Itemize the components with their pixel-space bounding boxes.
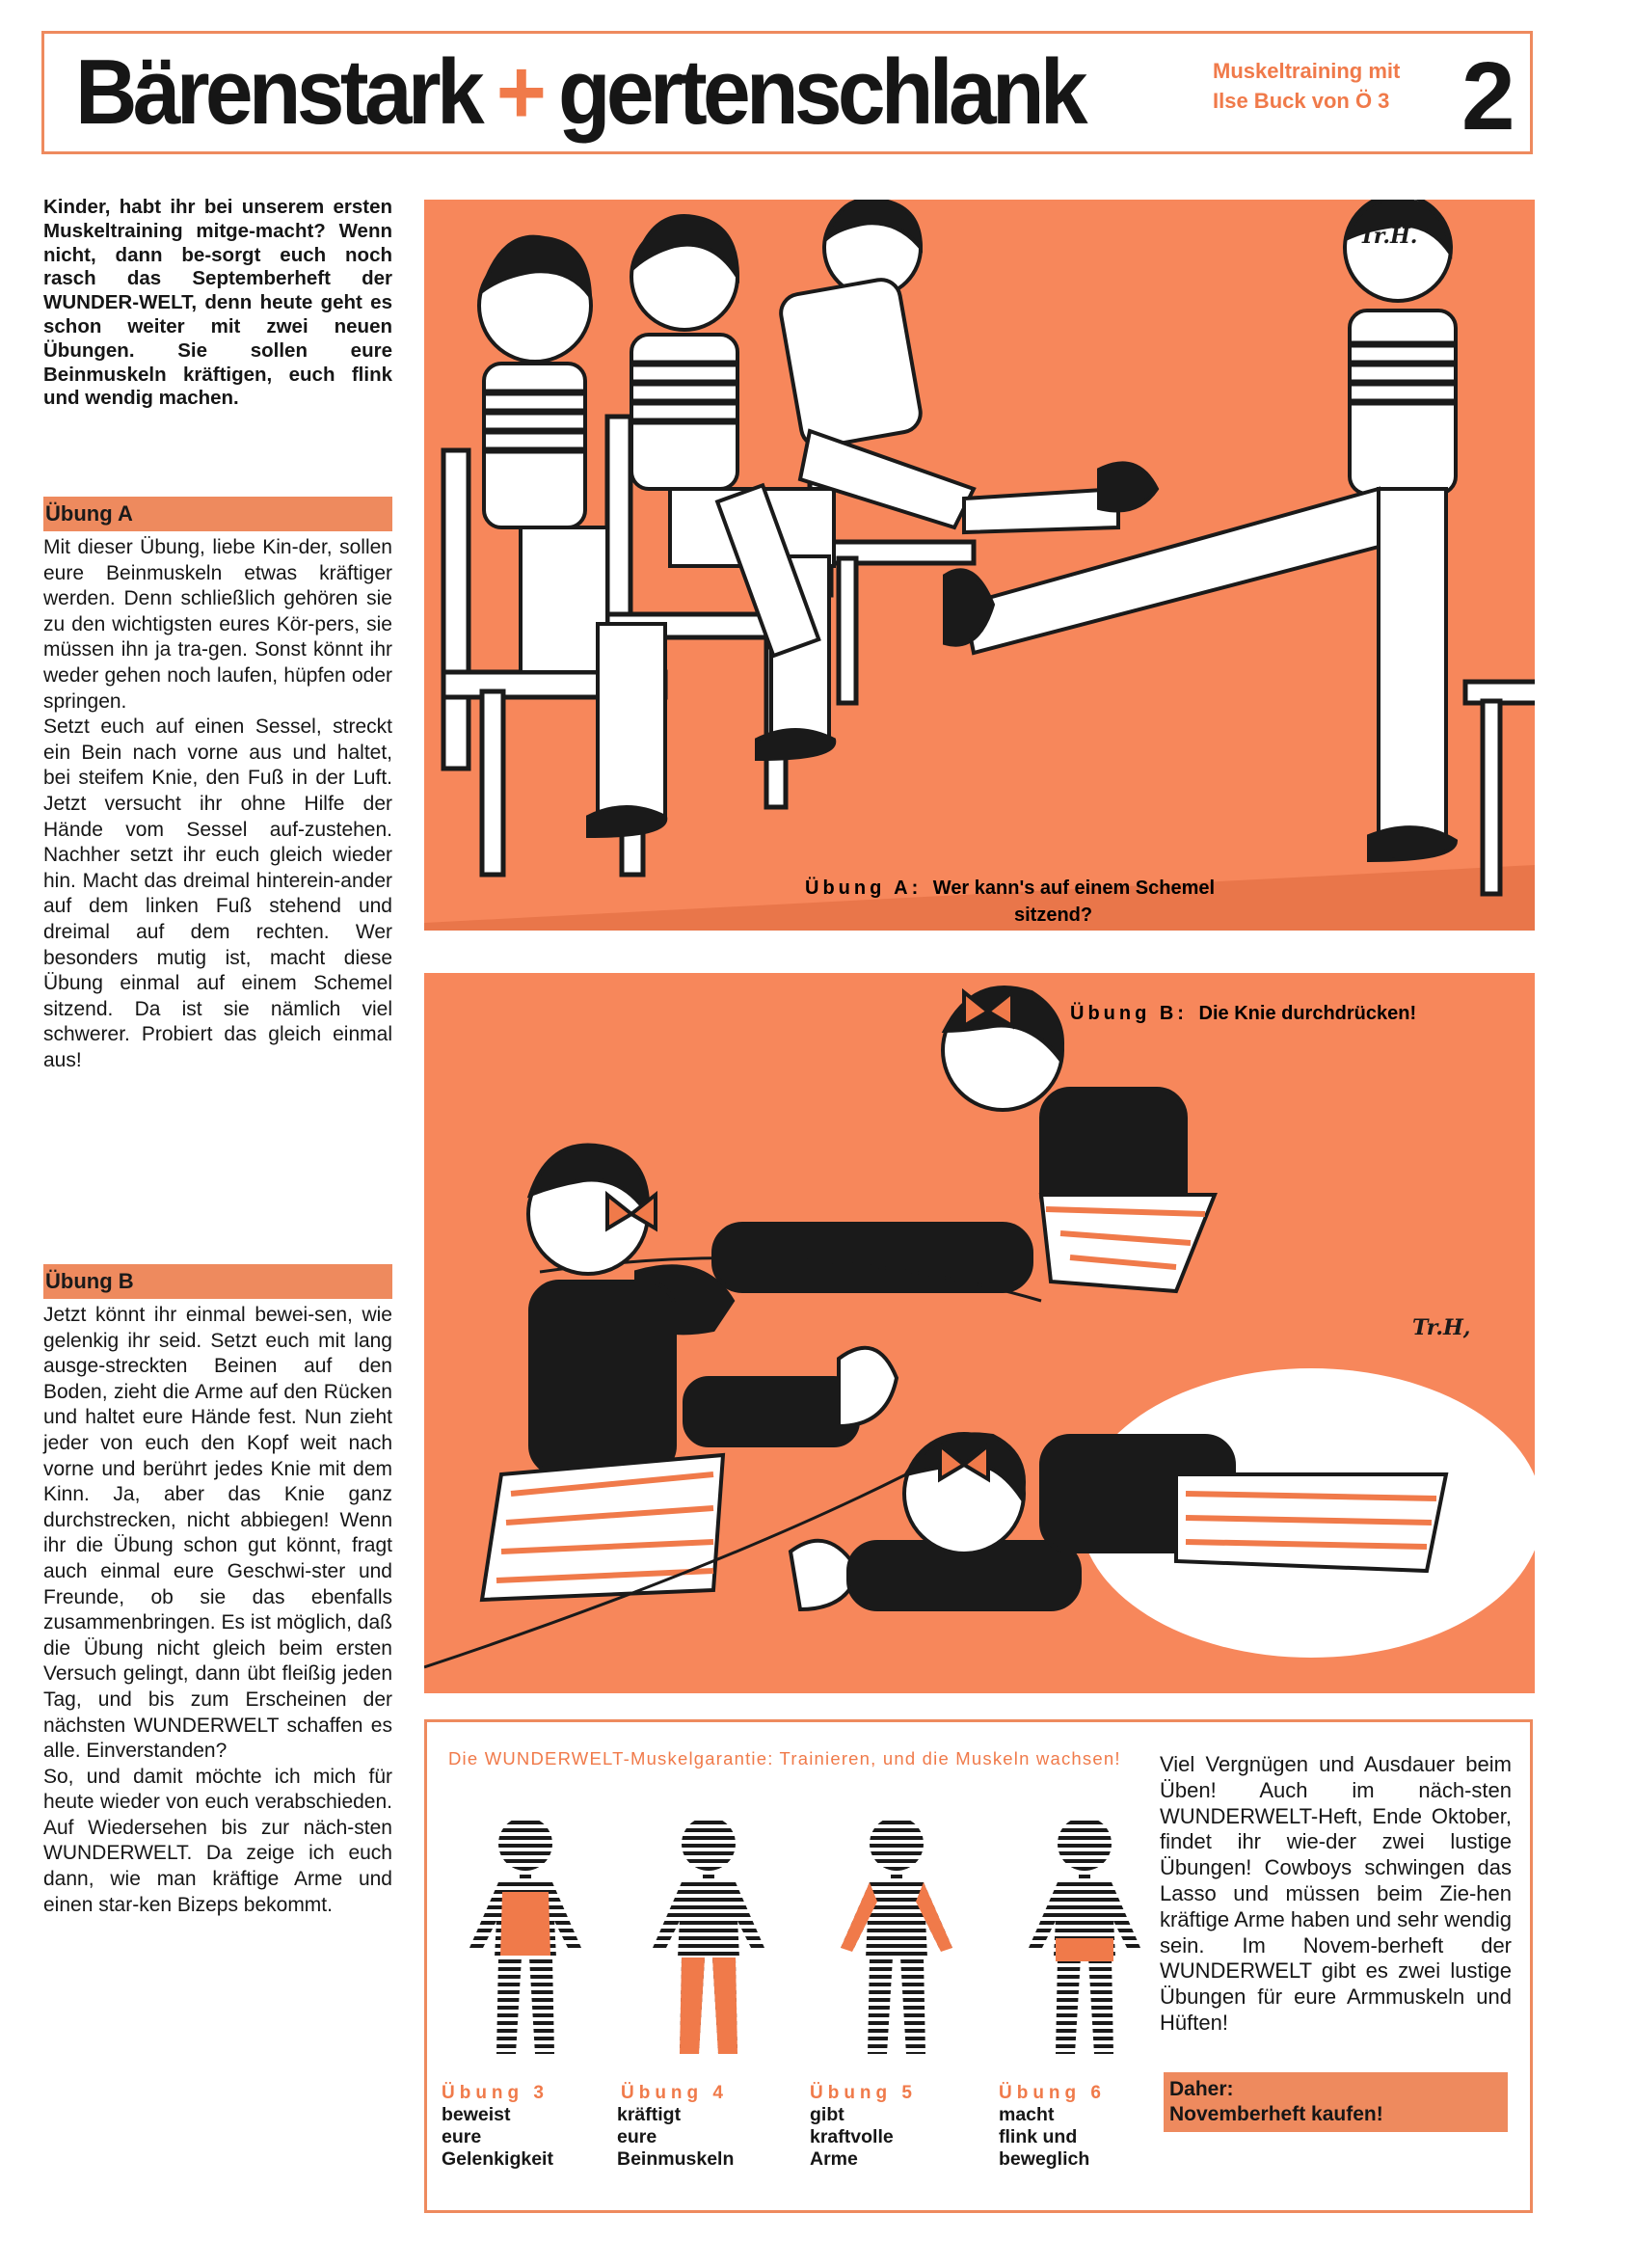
- illustration-a-caption-line-2: sitzend?: [1014, 904, 1093, 926]
- exercise-3-line-1: beweist: [442, 2104, 511, 2125]
- issue-number: 2: [1461, 42, 1515, 150]
- figure-uebung-5: [841, 1817, 952, 2054]
- illustration-a-caption-line-1: [805, 877, 1215, 899]
- section-heading-uebung-b: Übung B: [43, 1264, 392, 1299]
- illustration-b-caption-lead: Übung B:: [1070, 1003, 1188, 1024]
- illustration-b-signature: Tr.H,: [1412, 1315, 1471, 1340]
- exercise-5-label: Übung 5: [810, 2083, 917, 2103]
- figure-uebung-6: [1029, 1817, 1140, 2054]
- illustration-a-drawing: [424, 200, 1535, 931]
- exercise-5: [810, 2083, 964, 2171]
- next-issue-outlook: Viel Vergnügen und Ausdauer beim Üben! Auch im näch-sten WUNDERWELT-Heft, Ende Oktober, findet ihr wie-der zwei lustige Übungen! Cowboys schwingen das Lasso und müssen beim Zie-hen kräftige Arme haben und sehr wendig sein. Im Novem-berheft der WUNDERWELT gibt es zwei lustige Übungen für eure Armmuskeln und Hüften!: [1160, 1752, 1512, 2035]
- illustration-a-caption-rest: Wer kann's auf einem Schemel: [932, 878, 1216, 899]
- uebung-b-paragraph-1: Jetzt könnt ihr einmal bewei-sen, wie gelenkig ihr seid. Setzt euch mit lang ausge-streckten Beinen auf den Boden, zieht die Arme auf den Rücken und haltet eure Hände fest. Nun zieht jeder von euch den Kopf weit nach vorne und berührt jedes Knie mit dem Kinn. Ja, aber das Knie ganz durchstrecken, nicht abbiegen! Wenn ihr die Übung schon gut könnt, fragt auch einmal eure Geschwi-ster und Freunde, ob sie das ebenfalls zusammenbringen. Es ist möglich, daß die Übung nicht gleich beim ersten Versuch gelingt, dann übt fleißig jeden Tag, und bis zum Erscheinen der nächsten WUNDERWELT schaffen es alle. Einverstanden?: [43, 1304, 392, 1763]
- page-title: [75, 39, 1084, 147]
- exercise-5-line-1: gibt: [810, 2104, 844, 2125]
- child-1: [479, 237, 665, 836]
- exercise-4-label: Übung 4: [621, 2083, 728, 2103]
- exercise-4: [617, 2083, 771, 2171]
- exercise-6: [999, 2083, 1153, 2171]
- illustration-uebung-b: [424, 973, 1535, 1693]
- intro-paragraph: Kinder, habt ihr bei unserem ersten Muskeltraining mitge-macht? Wenn nicht, dann be-sorgt euch noch rasch das Septemberheft der WUNDER-WELT, denn heute geht es schon weiter mit zwei neuen Übungen. Sie sollen eure Beinmuskeln kräftigen, euch flink und wendig machen.: [43, 196, 392, 410]
- exercise-5-line-3: Arme: [810, 2148, 858, 2170]
- section-heading-uebung-a: Übung A: [43, 497, 392, 531]
- exercise-4-line-2: eure: [617, 2126, 657, 2147]
- exercise-6-label: Übung 6: [999, 2083, 1106, 2103]
- exercise-4-line-3: Beinmuskeln: [617, 2148, 735, 2170]
- title-part-2: gertenschlank: [557, 40, 1084, 144]
- exercise-3-label: Übung 3: [442, 2083, 549, 2103]
- subtitle-line-1: Muskeltraining mit: [1213, 59, 1401, 83]
- illustration-a-signature: Tr.H.: [1359, 224, 1418, 249]
- exercise-3: [442, 2083, 596, 2171]
- exercise-6-line-2: flink und: [999, 2126, 1078, 2147]
- uebung-a-paragraph-2: Setzt euch auf einen Sessel, streckt ein Bein nach vorne aus und haltet, bei steifem Knie, den Fuß in der Luft. Jetzt versucht ihr ohne Hilfe der Hände vom Sessel auf-zustehen. Nachher setzt ihr euch gleich wieder hin. Macht das dreimal hinterein-ander auf dem linken Fuß stehend und dreimal auf dem rechten. Wer besonders mutig ist, macht diese Übung einmal auf einem Schemel sitzend. Da ist sie nämlich viel schwerer. Probiert das gleich einmal aus!: [43, 716, 392, 1071]
- illustration-b-caption-rest: Die Knie durchdrücken!: [1198, 1003, 1417, 1024]
- uebung-a-paragraph-1: Mit dieser Übung, liebe Kin-der, sollen eure Beinmuskeln etwas kräftiger werden. Denn schließlich gehören sie zu den wichtigsten eures Kör-pers, sie müssen ihn ja tra-gen. Sonst könnt ihr weder gehen noch laufen, hüpfen oder springen.: [43, 536, 392, 713]
- illustration-a-caption-lead: Übung A:: [805, 878, 923, 899]
- subtitle-line-2: Ilse Buck von Ö 3: [1213, 89, 1390, 113]
- header-subtitle: [1213, 56, 1463, 116]
- illustration-b-caption: [1070, 1002, 1416, 1024]
- figure-uebung-4: [653, 1817, 764, 2054]
- exercise-6-line-1: macht: [999, 2104, 1055, 2125]
- guarantee-title: Die WUNDERWELT-Muskelgarantie: Trainieren, und die Muskeln wachsen!: [448, 1748, 1121, 1768]
- exercise-3-line-3: Gelenkigkeit: [442, 2148, 553, 2170]
- buy-november-issue-callout: [1164, 2072, 1508, 2132]
- illustration-uebung-a: [424, 200, 1535, 931]
- exercise-5-line-2: kraftvolle: [810, 2126, 894, 2147]
- uebung-b-paragraph-2: So, und damit möchte ich mich für heute wieder von euch verabschieden. Auf Wiedersehen bis zur näch-sten WUNDERWELT. Da zeige ich euch dann, wie man kräftige Arme und einen star-ken Bizeps bekommt.: [43, 1765, 392, 1916]
- uebung-b-text: [43, 1303, 392, 1918]
- illustration-b-drawing: [424, 973, 1535, 1693]
- muscle-figures: [439, 1813, 1152, 2064]
- figure-uebung-3: [469, 1817, 581, 2054]
- title-part-1: Bärenstark: [75, 40, 480, 144]
- exercise-4-line-1: kräftigt: [617, 2104, 682, 2125]
- exercise-6-line-3: beweglich: [999, 2148, 1090, 2170]
- uebung-a-text: [43, 535, 392, 1073]
- exercise-3-line-2: eure: [442, 2126, 482, 2147]
- title-plus: +: [496, 40, 543, 144]
- stool: [1465, 682, 1535, 894]
- cta-line-2: Novemberheft kaufen!: [1169, 2103, 1383, 2125]
- cta-line-1: Daher:: [1169, 2078, 1234, 2100]
